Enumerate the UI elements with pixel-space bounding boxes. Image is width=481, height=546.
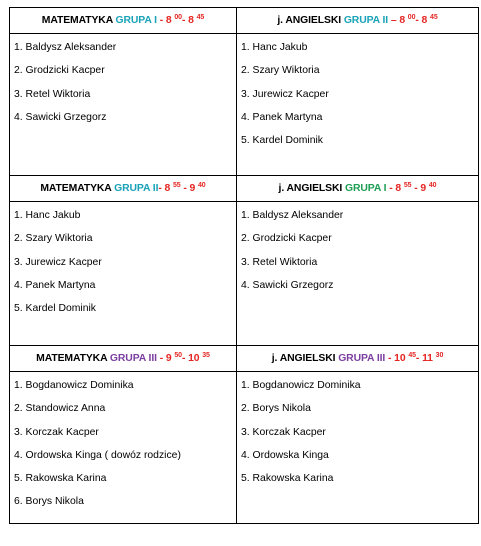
end-minute: 35 — [202, 352, 210, 359]
list-item: 3. Retel Wiktoria — [14, 88, 91, 100]
end-minute: 45 — [430, 14, 438, 21]
subject-label: MATEMATYKA — [36, 353, 108, 364]
list-row-3 — [10, 372, 479, 524]
list-item: 4. Sawicki Grzegorz — [241, 279, 334, 291]
list-item: 5. Rakowska Karina — [14, 473, 107, 485]
dash: - — [181, 15, 189, 26]
end-hour: 9 — [189, 183, 196, 194]
student-list-english-group-3 — [237, 372, 479, 524]
end-hour: 9 — [420, 183, 427, 194]
header-row-1 — [10, 8, 479, 34]
list-row-1 — [10, 34, 479, 176]
list-item: 2. Standowicz Anna — [14, 403, 106, 415]
start-minute: 55 — [403, 182, 412, 189]
list-item: 3. Jurewicz Kacper — [241, 88, 329, 100]
student-list-math-group-3 — [10, 372, 237, 524]
separator: - — [386, 183, 396, 194]
dash: - — [415, 15, 422, 26]
start-minute: 55 — [173, 182, 181, 189]
list-item: 2. Szary Wiktoria — [241, 65, 320, 77]
subject-label: MATEMATYKA — [40, 183, 112, 194]
student-list-math-group-1 — [10, 34, 237, 176]
student-list-english-group-2 — [237, 34, 479, 176]
end-minute: 40 — [198, 182, 206, 189]
student-list-english-group-1 — [237, 202, 479, 346]
dash: - — [415, 353, 423, 364]
group-label: GRUPA I — [115, 15, 157, 26]
start-minute: 50 — [174, 352, 182, 359]
start-minute: 00 — [407, 14, 416, 21]
dash: - — [181, 353, 189, 364]
start-hour: 8 — [399, 15, 405, 26]
list-item: 4. Sawicki Grzegorz — [14, 111, 107, 123]
cell-header-english-group-2 — [237, 8, 479, 34]
list-item: 2. Grodzicki Kacper — [241, 233, 332, 245]
start-hour: 10 — [394, 353, 406, 364]
list-item: 3. Retel Wiktoria — [241, 256, 318, 268]
list-item: 1. Baldysz Aleksander — [14, 42, 117, 53]
subject-label: j. ANGIELSKI — [277, 15, 342, 26]
list-item: 1. Bogdanowicz Dominika — [241, 380, 361, 391]
time-range — [158, 183, 205, 194]
list-item: 6. Borys Nikola — [14, 496, 84, 508]
list-item: 3. Jurewicz Kacper — [14, 256, 102, 268]
end-hour: 8 — [421, 15, 428, 26]
schedule-document — [9, 7, 478, 524]
start-hour: 8 — [395, 183, 402, 194]
cell-header-math-group-3 — [10, 346, 237, 372]
dash: - — [180, 183, 190, 194]
list-item: 1. Hanc Jakub — [241, 42, 308, 53]
list-item: 2. Borys Nikola — [241, 403, 311, 415]
cell-header-math-group-1 — [10, 8, 237, 34]
list-item: 3. Korczak Kacper — [14, 426, 99, 438]
list-item: 4. Ordowska Kinga ( dowóz rodzice) — [14, 449, 181, 461]
group-label: GRUPA II — [114, 183, 159, 194]
separator: - — [158, 183, 165, 194]
start-hour: 8 — [164, 183, 171, 194]
group-label: GRUPA III — [338, 353, 386, 364]
separator: – — [388, 15, 400, 26]
subject-label: j. ANGIELSKI — [271, 353, 336, 364]
list-item: 4. Ordowska Kinga — [241, 449, 329, 461]
subject-label: MATEMATYKA — [41, 15, 113, 26]
student-list-math-group-2 — [10, 202, 237, 346]
header-row-2 — [10, 176, 479, 202]
schedule-table — [9, 7, 479, 524]
start-minute: 45 — [408, 352, 416, 359]
start-hour: 8 — [165, 15, 172, 26]
list-item: 1. Baldysz Aleksander — [241, 210, 344, 221]
list-item: 2. Szary Wiktoria — [14, 233, 93, 245]
cell-header-english-group-3 — [237, 346, 479, 372]
group-label: GRUPA II — [343, 15, 389, 26]
separator: - — [385, 353, 395, 364]
end-hour: 8 — [188, 15, 194, 26]
list-item: 1. Hanc Jakub — [14, 210, 81, 221]
list-item: 2. Grodzicki Kacper — [14, 65, 105, 77]
list-item: 4. Panek Martyna — [241, 111, 323, 123]
list-item: 4. Panek Martyna — [14, 279, 96, 291]
end-minute: 40 — [428, 182, 437, 189]
time-range — [385, 353, 443, 364]
subject-label: j. ANGIELSKI — [278, 183, 343, 194]
list-item: 1. Bogdanowicz Dominika — [14, 380, 134, 391]
end-minute: 30 — [435, 352, 444, 359]
time-range — [386, 183, 436, 194]
list-item: 5. Kardel Dominik — [14, 303, 97, 315]
time-range — [157, 353, 210, 364]
list-item: 3. Korczak Kacper — [241, 426, 326, 438]
separator: - — [156, 353, 166, 364]
time-range — [388, 15, 438, 26]
dash: - — [411, 183, 421, 194]
cell-header-math-group-2 — [10, 176, 237, 202]
end-hour: 11 — [422, 353, 433, 364]
separator: - — [156, 15, 166, 26]
group-label: GRUPA I — [344, 183, 387, 194]
list-item: 5. Rakowska Karina — [241, 473, 334, 485]
header-row-3 — [10, 346, 479, 372]
end-minute: 45 — [196, 14, 205, 21]
group-label: GRUPA III — [109, 353, 157, 364]
start-minute: 00 — [174, 14, 182, 21]
list-item: 5. Kardel Dominik — [241, 135, 324, 147]
time-range — [157, 15, 204, 26]
start-hour: 9 — [165, 353, 172, 364]
cell-header-english-group-1 — [237, 176, 479, 202]
end-hour: 10 — [188, 353, 200, 364]
list-row-2 — [10, 202, 479, 346]
